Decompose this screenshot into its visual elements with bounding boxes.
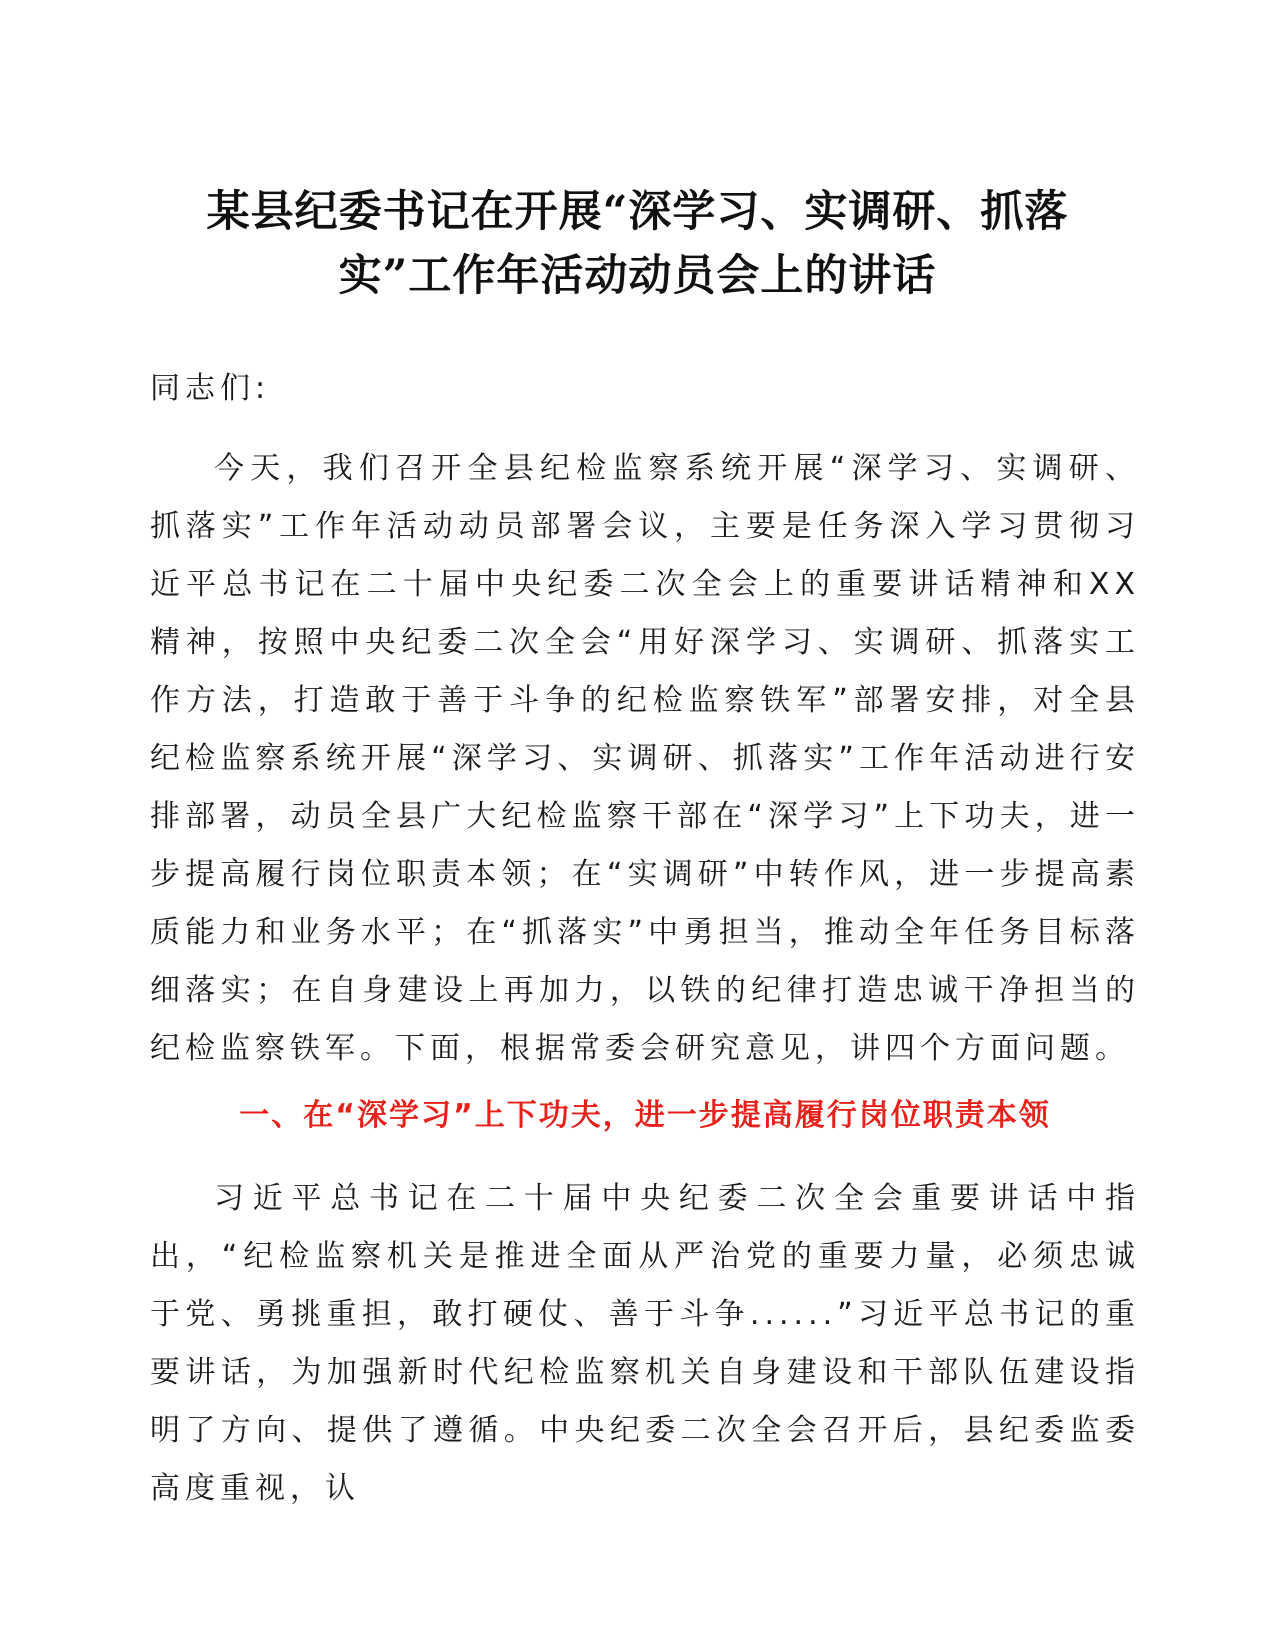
section-heading-1: 一、在“深学习”上下功夫，进一步提高履行岗位职责本领	[239, 1098, 1051, 1133]
paragraph-section-1: 习近平总书记在二十届中央纪委二次全会重要讲话中指出，“纪检监察机关是推进全面从严治党的重要力量，必须忠诚于党、勇挑重担，敢打硬仗、善于斗争......”习近平总书记的重要讲话，为加强新时代纪检监察机关自身建设和干部队伍建设指明了方向、提供了遵循。中央纪委二次全会召开后，县纪委监委高度重视，认	[150, 1181, 1140, 1506]
salutation: 同志们:	[150, 371, 271, 406]
title-line-2: 实”工作年活动动员会上的讲话	[338, 251, 937, 301]
title-line-1: 某县纪委书记在开展“深学习、实调研、抓落	[206, 187, 1069, 237]
paragraph-intro: 今天，我们召开全县纪检监察系统开展“深学习、实调研、抓落实”工作年活动动员部署会议，主要是任务深入学习贯彻习近平总书记在二十届中央纪委二次全会上的重要讲话精神和XX精神，按照中央纪委二次全会“用好深学习、实调研、抓落实工作方法，打造敢于善于斗争的纪检监察铁军”部署安排，对全县纪检监察系统开展“深学习、实调研、抓落实”工作年活动进行安排部署，动员全县广大纪检监察干部在“深学习”上下功夫，进一步提高履行岗位职责本领；在“实调研”中转作风，进一步提高素质能力和业务水平；在“抓落实”中勇担当，推动全年任务目标落细落实；在自身建设上再加力，以铁的纪律打造忠诚干净担当的纪检监察铁军。下面，根据常委会研究意见，讲四个方面问题。	[150, 451, 1140, 1066]
document-title	[120, 180, 1155, 308]
